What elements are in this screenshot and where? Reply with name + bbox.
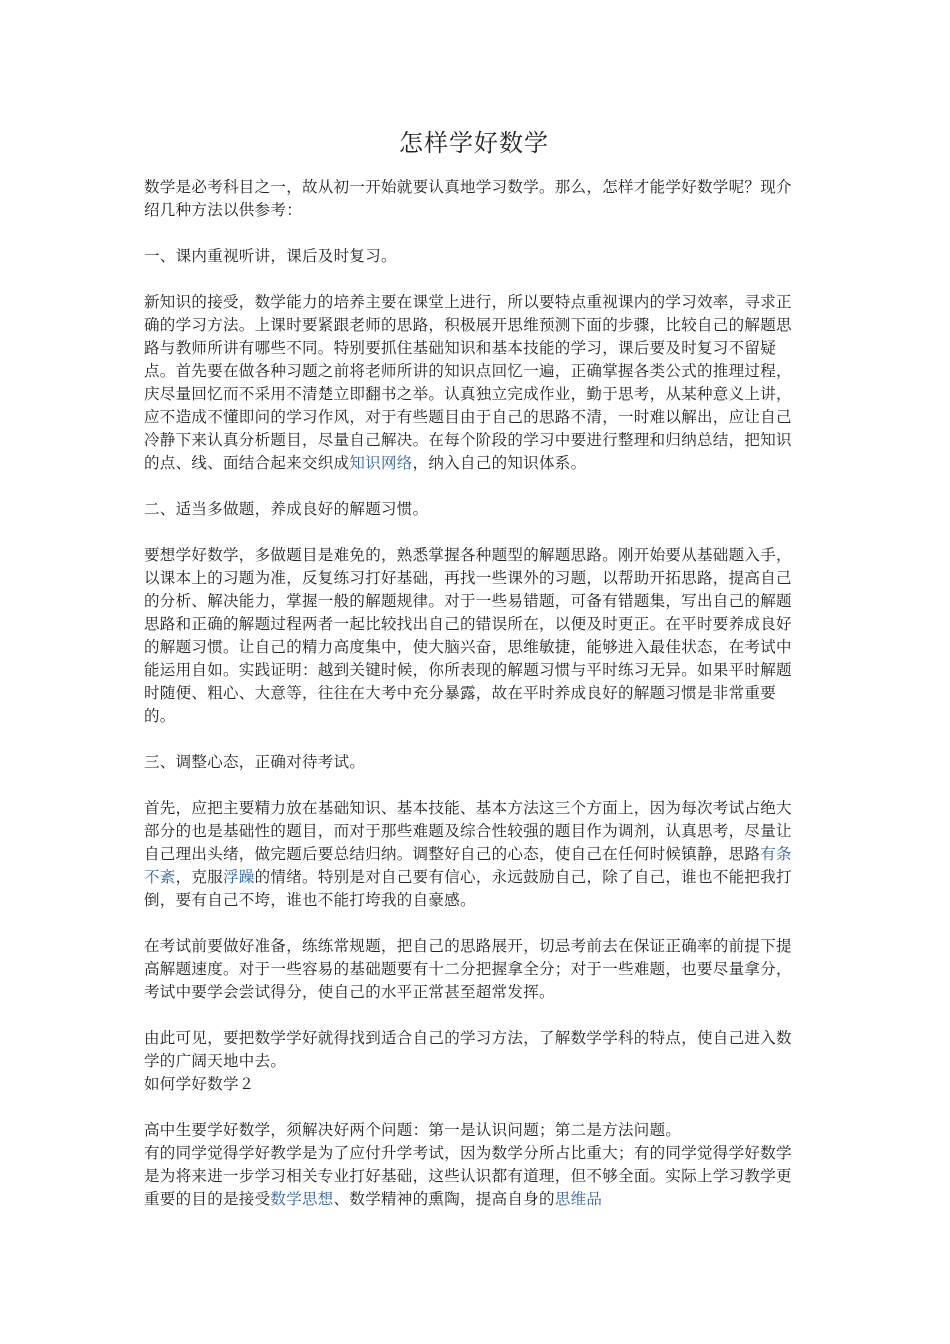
thinking-quality-link[interactable]: 思维品: [554, 1190, 603, 1208]
orderly-link[interactable]: 有条不紊: [144, 845, 792, 886]
document-body: [144, 176, 804, 1211]
impetuous-link[interactable]: 浮躁: [223, 868, 255, 886]
subtitle-2: 如何学好数学２: [144, 1075, 255, 1093]
section-3-paragraph: [144, 797, 804, 912]
intro-paragraph: 数学是必考科目之一，故从初一开始就要认真地学习数学。那么，怎样才能学好数学呢？现介绍几种方法以供参考：: [144, 178, 792, 219]
section-heading-3: 三、调整心态，正确对待考试。: [144, 753, 366, 771]
exam-prep-paragraph: 在考试前要做好准备，练练常规题，把自己的思路展开，切忌考前去在保证正确率的前提下提高解题速度。对于一些容易的基础题要有十二分把握拿全分；对于一些难题，也要尽量拿分，考试中要学会尝试得分，使自己的水平正常甚至超常发挥。: [144, 937, 792, 1001]
section-heading-1: 一、课内重视听讲，课后及时复习。: [144, 247, 397, 265]
document-title: 怎样学好数学: [399, 129, 549, 157]
section-1-text-a: 新知识的接受，数学能力的培养主要在课堂上进行，所以要特点重视课内的学习效率，寻求正确的学习方法。上课时要紧跟老师的思路，积极展开思维预测下面的步骤，比较自己的解题思路与教师所讲有哪些不同。特别要抓住基础知识和基本技能的学习，课后要及时复习不留疑点。首先要在做各种习题之前将老师所讲的知识点回忆一遍，正确掌握各类公式的推理过程，庆尽量回忆而不采用不清楚立即翻书之举。认真独立完成作业，勤于思考，从某种意义上讲，应不造成不懂即问的学习作风，对于有些题目由于自己的思路不清，一时难以解出，应让自己冷静下来认真分析题目，尽量自己解决。在每个阶段的学习中要进行整理和归纳总结，把知识的点、线、面结合起来交织成: [144, 293, 792, 472]
section-2-paragraph: 要想学好数学，多做题目是难免的，熟悉掌握各种题型的解题思路。刚开始要从基础题入手，以课本上的习题为准，反复练习打好基础，再找一些课外的习题，以帮助开拓思路，提高自己的分析、解决能力，掌握一般的解题规律。对于一些易错题，可备有错题集，写出自己的解题思路和正确的解题过程两者一起比较找出自己的错误所在，以便及时更正。在平时要养成良好的解题习惯。让自己的精力高度集中，使大脑兴奋，思维敏捷，能够进入最佳状态，在考试中能运用自如。实践证明：越到关键时候，你所表现的解题习惯与平时练习无异。如果平时解题时随便、粗心、大意等，往往在大考中充分暴露，故在平时养成良好的解题习惯是非常重要的。: [144, 546, 792, 725]
section-1-text-b: ，纳入自己的知识体系。: [412, 454, 587, 472]
knowledge-network-link[interactable]: 知识网络: [349, 454, 413, 472]
math-thinking-link[interactable]: 数学思想: [270, 1190, 334, 1208]
part-2-text-a: 有的同学觉得学好教学是为了应付升学考试，因为数学分所占比重大；有的同学觉得学好数学是为将来进一步学习相关专业打好基础，这些认识都有道理，但不够全面。实际上学习教学更重要的目的是接受: [144, 1144, 792, 1208]
section-3-text-a: 首先，应把主要精力放在基础知识、基本技能、基本方法这三个方面上，因为每次考试占绝大部分的也是基础性的题目，而对于那些难题及综合性较强的题目作为调剂，认真思考，尽量让自己理出头绪，做完题后要总结归纳。调整好自己的心态，使自己在任何时候镇静，思路: [144, 799, 792, 863]
conclusion-paragraph: 由此可见，要把数学学好就得找到适合自己的学习方法，了解数学学科的特点，使自己进入数学的广阔天地中去。: [144, 1029, 792, 1070]
part-2-paragraph: [144, 1142, 804, 1211]
section-1-paragraph: [144, 291, 804, 475]
section-3-text-c: 的情绪。特别是对自己要有信心，永远鼓励自己，除了自己，谁也不能把我打倒，要有自己不垮，谁也不能打垮我的自豪感。: [144, 868, 792, 909]
part-2-text-b: 、数学精神的熏陶，提高自身的: [333, 1190, 555, 1208]
section-3-text-b: ，克服: [175, 868, 224, 886]
section-heading-2: 二、适当多做题，养成良好的解题习惯。: [144, 500, 429, 518]
part-2-intro-paragraph: 高中生要学好数学，须解决好两个问题：第一是认识问题；第二是方法问题。: [144, 1121, 682, 1139]
